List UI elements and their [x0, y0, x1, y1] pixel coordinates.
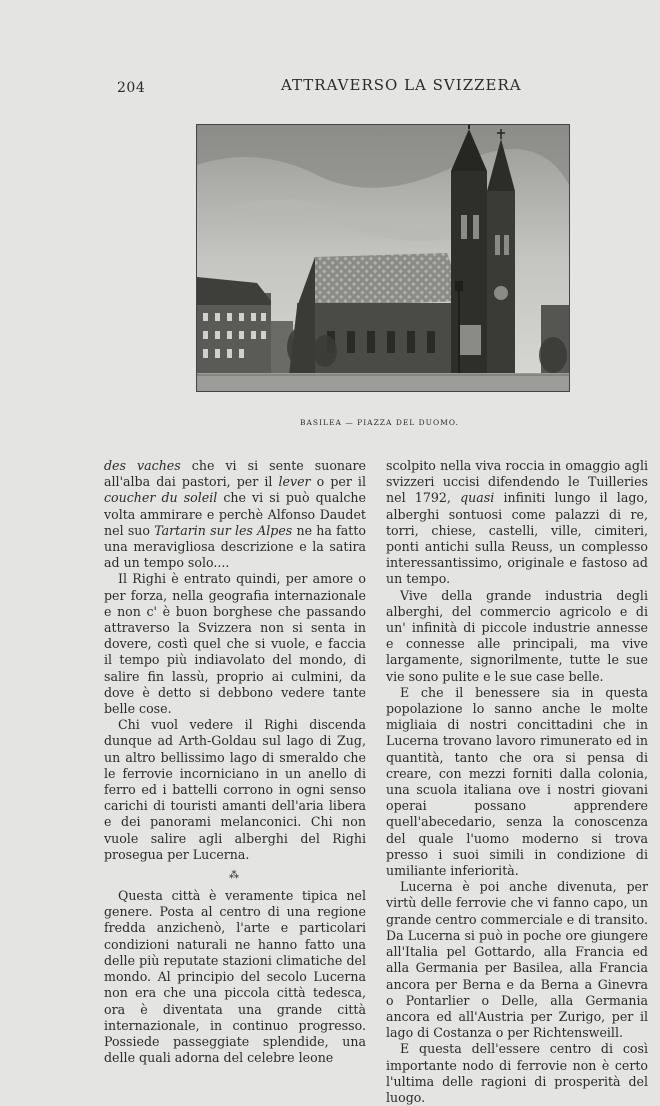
paragraph: E che il benessere sia in questa popolazione lo sanno anche le molte migliaia di nostri concittadini che in Lucerna trovano lavoro rimunerato ed in quantità, tanto che ora si pensa di creare, con mezzi forniti dalla colonia, una scuola italiana ove i nostri giovani operai possano apprendere quell'abecedario, senza la conoscenza del quale l'uomo moderno si trova presso i suoi simili in condizione di umiliante inferiorità.: [386, 684, 648, 879]
paragraph: E questa dell'essere centro di così importante nodo di ferrovie non è certo l'ultima delle ragioni di prosperità del luogo.: [386, 1041, 648, 1105]
paragraph: Vive della grande industria degli alberghi, del commercio agricolo e di un' infinità di piccole industrie annesse e connesse alle principali, ma vive largamente, signorilmente, tutte le sue vie sono pulite e le sue case belle.: [386, 587, 648, 684]
paragraph: Il Righi è entrato quindi, per amore o per forza, nella geografia internazionale e non c' è buon borghese che passando attraverso la Svizzera non si senta in dovere, costì quel che si vuole, e faccia il tempo più indiavolato del mondo, di salire fin lassù, proprio ai culmini, da dove è detto si debbono vedere tante belle cose.: [104, 571, 366, 717]
text-run: o per il: [310, 474, 366, 490]
text-run: che vi si sente suonare all'alba dai pastori, per il: [104, 458, 366, 490]
paragraph: Chi vuol vedere il Righi discenda dunque ad Arth-Goldau sul lago di Zug, un altro bellissimo lago di smeraldo che le ferrovie incorniciano in un anello di ferro ed i battelli corrono in ogni senso carichi di touristi amanti dell'aria libera e dei panorami melanconici. Chi non vuole salire agli alberghi del Righi prosegua per Lucerna.: [104, 717, 366, 862]
page-number: 204: [117, 80, 146, 96]
text-run: infiniti lungo il lago, alberghi sontuosi come palazzi di re, torri, chiese, castelli, ville, cimiteri, ponti antichi sulla Reuss, un complesso interessantissimo, originale e fastoso ad un tempo.: [386, 490, 648, 587]
paragraph: [104, 458, 366, 571]
italic-term: Tartarin sur les Alpes: [154, 522, 293, 538]
right-text-column: [386, 458, 648, 1106]
italic-term: des vaches: [104, 458, 181, 473]
text-run: scolpito nella viva roccia in omaggio agli svizzeri uccisi difendendo le Tuilleries nel 1792,: [386, 458, 648, 506]
section-separator: ⁂: [229, 870, 241, 882]
running-title: ATTRAVERSO LA SVIZZERA: [281, 76, 522, 94]
paragraph: [386, 458, 648, 588]
italic-term: lever: [278, 474, 311, 490]
cathedral-photograph: [196, 124, 570, 392]
paragraph: Questa città è veramente tipica nel genere. Posta al centro di una regione fredda anzichenò, l'arte e particolari condizioni naturali ne hanno fatto una delle più reputate stazioni climatiche del mondo. Al principio del secolo Lucerna non era che una piccola città tedesca, ora è diventata una grande città internazionale, in continuo progresso. Possiede passeggiate splendide, una delle quali adorna del celebre leone: [104, 888, 366, 1066]
italic-term: quasi: [460, 490, 495, 506]
figure-caption: BASILEA — PIAZZA DEL DUOMO.: [300, 418, 459, 427]
left-text-column: [104, 458, 366, 1066]
text-run: ne ha fatto una meravigliosa descrizione e la satira ad un tempo solo....: [104, 522, 366, 571]
paragraph: Lucerna è poi anche divenuta, per virtù delle ferrovie che vi fanno capo, un grande centro commerciale e di transito. Da Lucerna si può in poche ore giungere all'Italia pel Gottardo, alla Francia ed alla Germania per Basilea, alla Francia ancora per Berna e da Berna a Ginevra o Pontarlier o Delle, alla Germania ancora ed all'Austria per Zurigo, per il lago di Costanza o per Richtensweill.: [386, 879, 648, 1041]
italic-term: coucher du soleil: [104, 490, 218, 506]
text-run: che vi si può qualche volta ammirare e perchè Alfonso Daudet nel suo: [104, 490, 366, 538]
basel-minster-illustration: [197, 125, 569, 391]
